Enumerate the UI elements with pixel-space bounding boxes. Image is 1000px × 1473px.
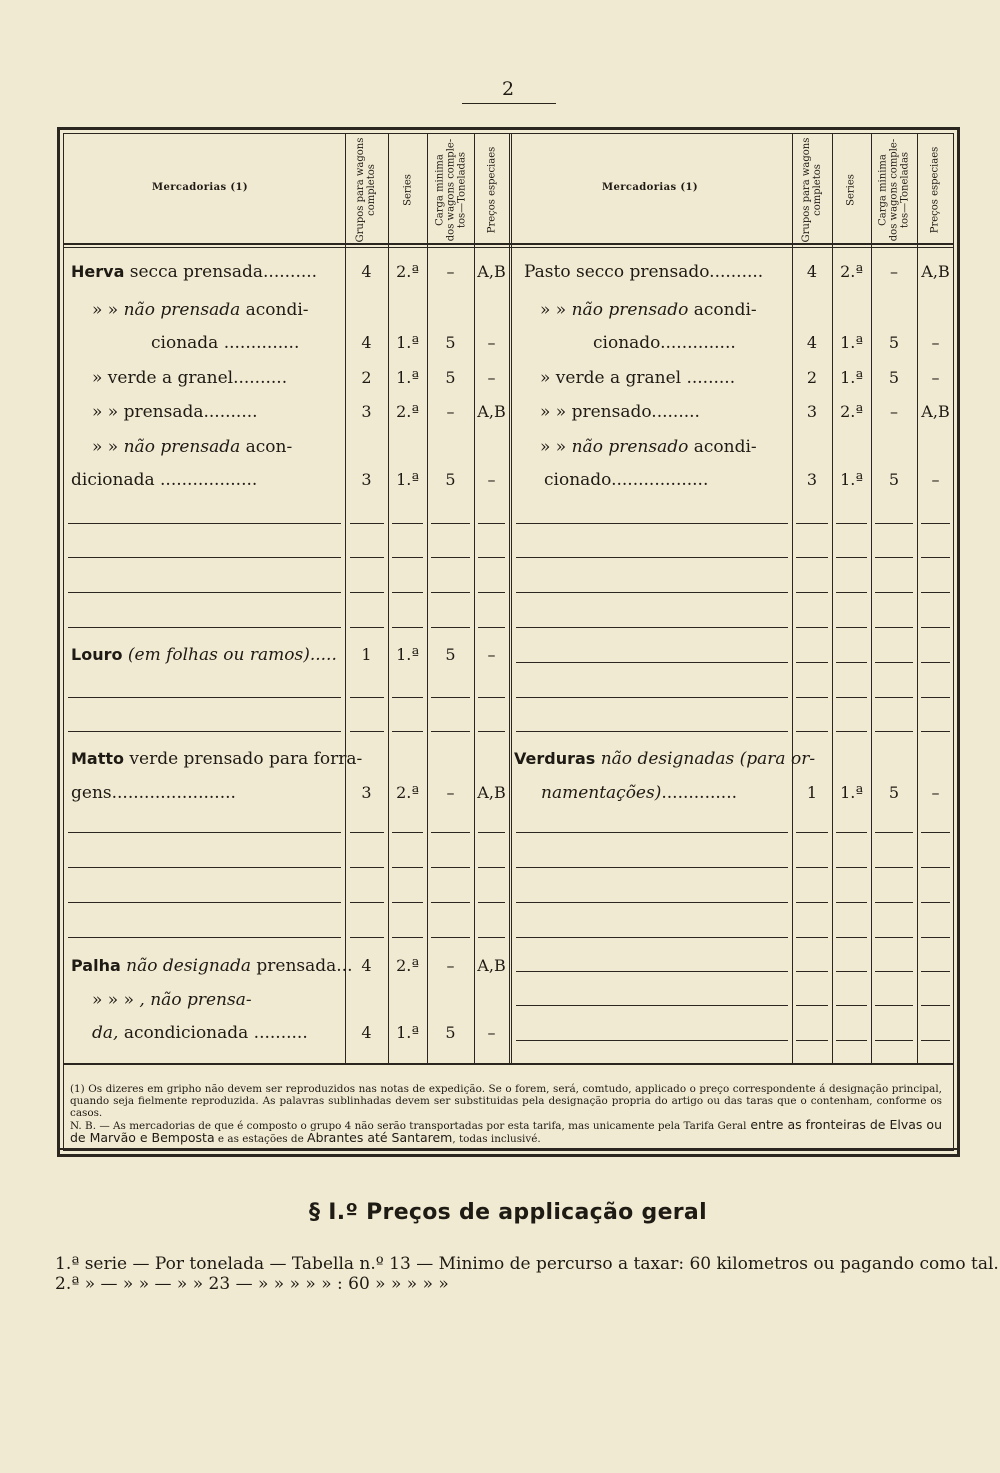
header-mercadorias-right: Mercadorias (1) <box>601 182 698 193</box>
blank-line <box>836 697 867 698</box>
blank-line <box>350 902 384 903</box>
left-precos-cell: A,B <box>477 402 506 421</box>
blank-line <box>836 731 867 732</box>
right-grupo-cell: 3 <box>806 402 818 421</box>
right-grupo-cell: 2 <box>806 368 818 387</box>
left-serie-cell: 1.ª <box>396 470 419 489</box>
blank-line <box>796 1005 828 1006</box>
blank-line <box>875 662 913 663</box>
header-mercadorias-left: Mercadorias (1) <box>151 182 248 193</box>
blank-line <box>392 832 423 833</box>
blank-line <box>921 971 950 972</box>
blank-line <box>875 523 913 524</box>
entry-pasto-cionado: cionado.............. <box>593 333 736 353</box>
entry-herva-secca: Herva secca prensada.......... <box>71 262 318 282</box>
right-grupo-cell: 4 <box>806 333 818 352</box>
right-grupo-cell: 4 <box>806 262 818 281</box>
header-carga-right: Carga minima dos wagons comple- tos—Toneladas <box>877 138 911 242</box>
blank-line <box>921 523 950 524</box>
table-bottom-rule <box>63 1063 954 1065</box>
blank-line <box>796 832 828 833</box>
entry-matto-gens: gens....................... <box>71 783 236 803</box>
blank-line <box>875 557 913 558</box>
blank-line <box>921 832 950 833</box>
blank-line <box>836 592 867 593</box>
left-precos-cell: A,B <box>477 956 506 975</box>
blank-line <box>921 627 950 628</box>
entry-palha-nao-prensa: » » » , não prensa- <box>92 990 252 1010</box>
right-serie-cell: 1.ª <box>840 470 863 489</box>
blank-line <box>350 697 384 698</box>
header-precos-right: Preços especiaes <box>929 146 941 234</box>
left-precos-cell: – <box>487 333 496 352</box>
blank-line <box>68 592 341 593</box>
blank-line <box>392 937 423 938</box>
blank-line <box>68 523 341 524</box>
blank-line <box>68 627 341 628</box>
right-precos-cell: A,B <box>921 402 950 421</box>
blank-line <box>478 937 505 938</box>
blank-line <box>875 627 913 628</box>
left-carga-cell: 5 <box>445 1023 456 1042</box>
blank-line <box>921 937 950 938</box>
left-serie-cell: 1.ª <box>396 645 419 664</box>
blank-line <box>921 592 950 593</box>
right-carga-cell: 5 <box>888 333 900 352</box>
blank-line <box>875 937 913 938</box>
left-precos-cell: – <box>487 645 496 664</box>
left-carga-cell: – <box>446 402 455 421</box>
entry-louro: Louro (em folhas ou ramos)..... <box>71 645 337 665</box>
left-serie-cell: 1.ª <box>396 1023 419 1042</box>
blank-line <box>478 867 505 868</box>
left-precos-cell: – <box>487 1023 496 1042</box>
blank-line <box>431 731 470 732</box>
left-grupo-cell: 3 <box>361 402 372 421</box>
left-grupo-cell: 4 <box>361 956 372 975</box>
blank-line <box>431 557 470 558</box>
serie-2: 2.ª » — » » — » » 23 — » » » » » : 60 » » » » » <box>55 1274 449 1294</box>
blank-line <box>796 902 828 903</box>
blank-line <box>921 1040 950 1041</box>
serie-1: 1.ª serie — Por tonelada — Tabella n.º 13 — Minimo de percurso a taxar: 60 kilometros ou pagando como tal. <box>55 1254 999 1274</box>
blank-line <box>516 731 788 732</box>
blank-line <box>392 523 423 524</box>
right-serie-cell: 2.ª <box>840 262 863 281</box>
blank-line <box>796 867 828 868</box>
blank-line <box>516 662 788 663</box>
blank-line <box>836 1040 867 1041</box>
left-precos-cell: A,B <box>477 783 506 802</box>
blank-line <box>921 731 950 732</box>
footnote-bottom-rule <box>57 1148 960 1150</box>
blank-line <box>516 937 788 938</box>
page-number-rule <box>462 103 556 104</box>
entry-pasto-prensado: » » prensado......... <box>540 402 700 422</box>
footnote <box>70 1083 942 1145</box>
left-carga-cell: – <box>446 783 455 802</box>
entry-herva-nao-prensada-2: » » não prensada acon- <box>92 437 293 457</box>
page-number: 2 <box>501 78 515 100</box>
entry-pasto-secco: Pasto secco prensado.......... <box>524 262 764 282</box>
left-serie-cell: 1.ª <box>396 333 419 352</box>
entry-palha: Palha não designada prensada... <box>71 956 353 976</box>
blank-line <box>431 523 470 524</box>
header-series-left: Series <box>402 174 414 206</box>
blank-line <box>478 523 505 524</box>
footnote-nb-stations: e as estações de <box>214 1133 308 1145</box>
header-grupos-right: Grupos para wagons completos <box>801 137 823 243</box>
blank-line <box>875 592 913 593</box>
entry-herva-verde: » verde a granel.......... <box>92 368 288 388</box>
blank-line <box>875 1040 913 1041</box>
blank-line <box>392 867 423 868</box>
blank-line <box>392 697 423 698</box>
blank-line <box>516 902 788 903</box>
blank-line <box>350 937 384 938</box>
entry-herva-dicionada: dicionada .................. <box>71 470 258 490</box>
blank-line <box>516 971 788 972</box>
left-carga-cell: – <box>446 956 455 975</box>
blank-line <box>431 832 470 833</box>
blank-line <box>921 867 950 868</box>
blank-line <box>68 832 341 833</box>
left-serie-cell: 2.ª <box>396 262 419 281</box>
blank-line <box>875 867 913 868</box>
right-carga-cell: – <box>890 402 898 421</box>
blank-line <box>836 523 867 524</box>
blank-line <box>350 867 384 868</box>
blank-line <box>836 557 867 558</box>
blank-line <box>478 731 505 732</box>
footnote-nb: N. B. — As mercadorias de que é composto o grupo 4 não serão transportadas por esta tarifa, mas unicamente pela Tarifa Geral <box>70 1120 747 1132</box>
left-carga-cell: 5 <box>445 645 456 664</box>
blank-line <box>68 902 341 903</box>
entry-pasto-cionado-2: cionado.................. <box>544 470 709 490</box>
blank-line <box>921 1005 950 1006</box>
right-precos-cell: A,B <box>921 262 950 281</box>
left-grupo-cell: 3 <box>361 783 372 802</box>
left-grupo-cell: 4 <box>361 1023 372 1042</box>
blank-line <box>796 592 828 593</box>
blank-line <box>478 627 505 628</box>
left-serie-cell: 2.ª <box>396 402 419 421</box>
blank-line <box>796 731 828 732</box>
blank-line <box>68 937 341 938</box>
left-precos-cell: A,B <box>477 262 506 281</box>
left-carga-cell: 5 <box>445 333 456 352</box>
blank-line <box>68 731 341 732</box>
right-carga-cell: – <box>890 262 898 281</box>
blank-line <box>875 971 913 972</box>
blank-line <box>350 832 384 833</box>
right-serie-cell: 1.ª <box>840 333 863 352</box>
blank-line <box>431 627 470 628</box>
entry-palha-acondicionada: da, acondicionada .......... <box>92 1023 308 1043</box>
blank-line <box>478 697 505 698</box>
right-grupo-cell: 3 <box>806 470 818 489</box>
blank-line <box>392 557 423 558</box>
blank-line <box>431 902 470 903</box>
blank-line <box>875 697 913 698</box>
blank-line <box>392 592 423 593</box>
left-grupo-cell: 4 <box>361 333 372 352</box>
blank-line <box>875 1005 913 1006</box>
blank-line <box>836 832 867 833</box>
blank-line <box>921 557 950 558</box>
blank-line <box>921 662 950 663</box>
right-serie-cell: 1.ª <box>840 368 863 387</box>
footnote-nb-borders: entre as fronteiras de Elvas ou de Marvão e Bemposta <box>70 1117 942 1145</box>
blank-line <box>392 902 423 903</box>
blank-line <box>478 592 505 593</box>
right-carga-cell: 5 <box>888 470 900 489</box>
blank-line <box>478 557 505 558</box>
entry-pasto-nao-prensado-2: » » não prensado acondi- <box>540 437 757 457</box>
blank-line <box>516 557 788 558</box>
blank-line <box>796 523 828 524</box>
entry-pasto-nao-prensado: » » não prensado acondi- <box>540 300 757 320</box>
blank-line <box>836 971 867 972</box>
blank-line <box>796 971 828 972</box>
blank-line <box>350 731 384 732</box>
entry-herva-prensada: » » prensada.......... <box>92 402 258 422</box>
blank-line <box>875 832 913 833</box>
left-serie-cell: 1.ª <box>396 368 419 387</box>
right-precos-cell: – <box>931 783 940 802</box>
blank-line <box>836 867 867 868</box>
left-grupo-cell: 1 <box>361 645 372 664</box>
footnote-text: (1) Os dizeres em gripho não devem ser reproduzidos nas notas de expedição. Se o forem, será, comtudo, applicado o preço correspondente á designação principal, quando seja fielmente reproduzida. As palavras sublinhadas devem ser substituidas pela designação propria do artigo ou das taras que o contenham, conforme os casos. <box>70 1083 942 1119</box>
left-grupo-cell: 3 <box>361 470 372 489</box>
blank-line <box>516 523 788 524</box>
blank-line <box>350 592 384 593</box>
header-carga-left: Carga minima dos wagons comple- tos—Toneladas <box>434 138 468 242</box>
left-serie-cell: 2.ª <box>396 956 419 975</box>
blank-line <box>836 662 867 663</box>
blank-line <box>516 1005 788 1006</box>
entry-herva-nao-prensada: » » não prensada acondi- <box>92 300 309 320</box>
entry-matto: Matto verde prensado para forra- <box>71 749 363 769</box>
left-precos-cell: – <box>487 470 496 489</box>
blank-line <box>796 1040 828 1041</box>
blank-line <box>516 867 788 868</box>
entry-verduras-namentacoes: namentações).............. <box>541 783 738 803</box>
blank-line <box>516 697 788 698</box>
blank-line <box>836 627 867 628</box>
left-grupo-cell: 4 <box>361 262 372 281</box>
left-carga-cell: – <box>446 262 455 281</box>
blank-line <box>836 1005 867 1006</box>
right-serie-cell: 2.ª <box>840 402 863 421</box>
right-carga-cell: 5 <box>888 368 900 387</box>
entry-herva-cionada: cionada .............. <box>151 333 300 353</box>
blank-line <box>921 902 950 903</box>
right-precos-cell: – <box>931 470 940 489</box>
blank-line <box>68 697 341 698</box>
left-carga-cell: 5 <box>445 470 456 489</box>
blank-line <box>516 1040 788 1041</box>
right-carga-cell: 5 <box>888 783 900 802</box>
header-precos-left: Preços especiaes <box>486 146 498 234</box>
footnote-nb-range: Abrantes até Santarem <box>307 1130 453 1145</box>
blank-line <box>478 902 505 903</box>
blank-line <box>392 731 423 732</box>
blank-line <box>875 731 913 732</box>
blank-line <box>350 523 384 524</box>
blank-line <box>431 592 470 593</box>
section-title: § I.º Preços de applicação geral <box>309 1200 707 1225</box>
blank-line <box>796 557 828 558</box>
blank-line <box>836 902 867 903</box>
right-grupo-cell: 1 <box>806 783 818 802</box>
blank-line <box>431 697 470 698</box>
blank-line <box>796 937 828 938</box>
blank-line <box>392 627 423 628</box>
blank-line <box>796 697 828 698</box>
footnote-nb-end: , todas inclusivé. <box>452 1133 541 1145</box>
right-serie-cell: 1.ª <box>840 783 863 802</box>
blank-line <box>478 832 505 833</box>
blank-line <box>68 557 341 558</box>
blank-line <box>516 592 788 593</box>
left-precos-cell: – <box>487 368 496 387</box>
header-grupos-left: Grupos para wagons completos <box>355 137 377 243</box>
left-carga-cell: 5 <box>445 368 456 387</box>
blank-line <box>350 627 384 628</box>
left-serie-cell: 2.ª <box>396 783 419 802</box>
entry-verduras: Verduras não designadas (para or- <box>514 749 816 769</box>
right-precos-cell: – <box>931 333 940 352</box>
blank-line <box>921 697 950 698</box>
blank-line <box>796 627 828 628</box>
header-series-right: Series <box>845 174 857 206</box>
blank-line <box>68 867 341 868</box>
right-precos-cell: – <box>931 368 940 387</box>
blank-line <box>875 902 913 903</box>
blank-line <box>431 867 470 868</box>
left-grupo-cell: 2 <box>361 368 372 387</box>
blank-line <box>516 832 788 833</box>
blank-line <box>516 627 788 628</box>
entry-pasto-verde: » verde a granel ......... <box>540 368 736 388</box>
middle-rule <box>509 134 512 1063</box>
blank-line <box>796 662 828 663</box>
blank-line <box>836 937 867 938</box>
blank-line <box>431 937 470 938</box>
blank-line <box>350 557 384 558</box>
